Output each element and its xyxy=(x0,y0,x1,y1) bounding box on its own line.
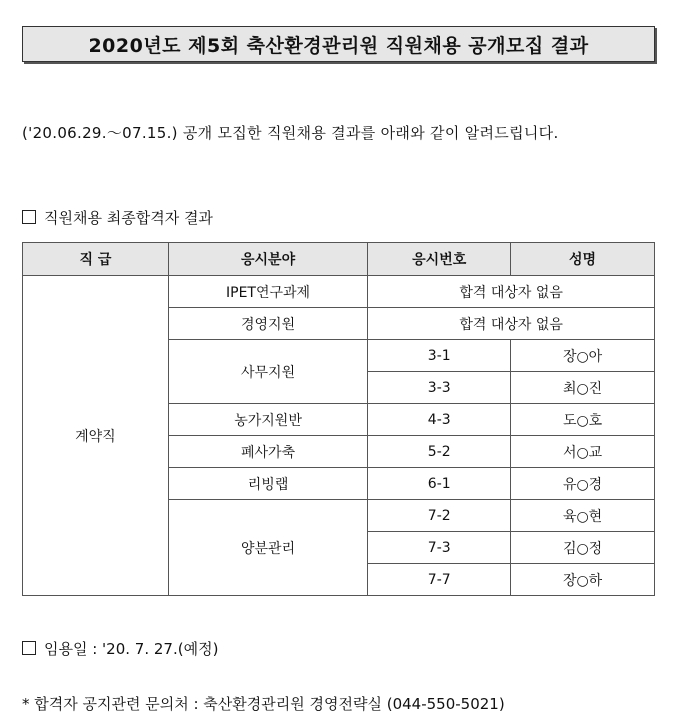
name-cell: 서○교 xyxy=(511,436,655,468)
name-cell: 유○경 xyxy=(511,468,655,500)
no-result-cell: 합격 대상자 없음 xyxy=(368,308,655,340)
name-cell: 장○하 xyxy=(511,564,655,596)
field-cell: 리빙랩 xyxy=(168,468,367,500)
name-cell: 육○현 xyxy=(511,500,655,532)
table-row xyxy=(23,276,655,308)
name-cell: 장○아 xyxy=(511,340,655,372)
header-grade: 직 급 xyxy=(23,243,169,276)
section-heading xyxy=(22,207,213,228)
number-cell: 3-3 xyxy=(368,372,511,404)
field-cell: 사무지원 xyxy=(168,340,367,404)
contact-line: * 합격자 공지관련 문의처 : 축산환경관리원 경영전략실 (044-550-5021) xyxy=(22,695,505,713)
header-number: 응시번호 xyxy=(368,243,511,276)
number-cell: 7-2 xyxy=(368,500,511,532)
header-name: 성명 xyxy=(511,243,655,276)
field-cell: IPET연구과제 xyxy=(168,276,367,308)
field-cell: 폐사가축 xyxy=(168,436,367,468)
field-cell: 경영지원 xyxy=(168,308,367,340)
checkbox-square-icon xyxy=(22,210,36,224)
number-cell: 7-7 xyxy=(368,564,511,596)
number-cell: 5-2 xyxy=(368,436,511,468)
grade-cell: 계약직 xyxy=(23,276,169,596)
name-cell: 도○호 xyxy=(511,404,655,436)
no-result-cell: 합격 대상자 없음 xyxy=(368,276,655,308)
number-cell: 4-3 xyxy=(368,404,511,436)
page-title: 2020년도 제5회 축산환경관리원 직원채용 공개모집 결과 xyxy=(22,26,655,62)
name-cell: 김○정 xyxy=(511,532,655,564)
number-cell: 7-3 xyxy=(368,532,511,564)
section-title: 직원채용 최종합격자 결과 xyxy=(44,209,213,227)
name-cell: 최○진 xyxy=(511,372,655,404)
field-cell: 양분관리 xyxy=(168,500,367,596)
header-field: 응시분야 xyxy=(168,243,367,276)
intro-text: ('20.06.29.～07.15.) 공개 모집한 직원채용 결과를 아래와 같이 알려드립니다. xyxy=(22,124,559,142)
field-cell: 농가지원반 xyxy=(168,404,367,436)
number-cell: 6-1 xyxy=(368,468,511,500)
checkbox-square-icon xyxy=(22,641,36,655)
number-cell: 3-1 xyxy=(368,340,511,372)
appointment-text: 임용일 : '20. 7. 27.(예정) xyxy=(44,640,219,658)
table-header-row xyxy=(23,243,655,276)
appointment-line xyxy=(22,638,218,659)
results-table xyxy=(22,242,655,596)
